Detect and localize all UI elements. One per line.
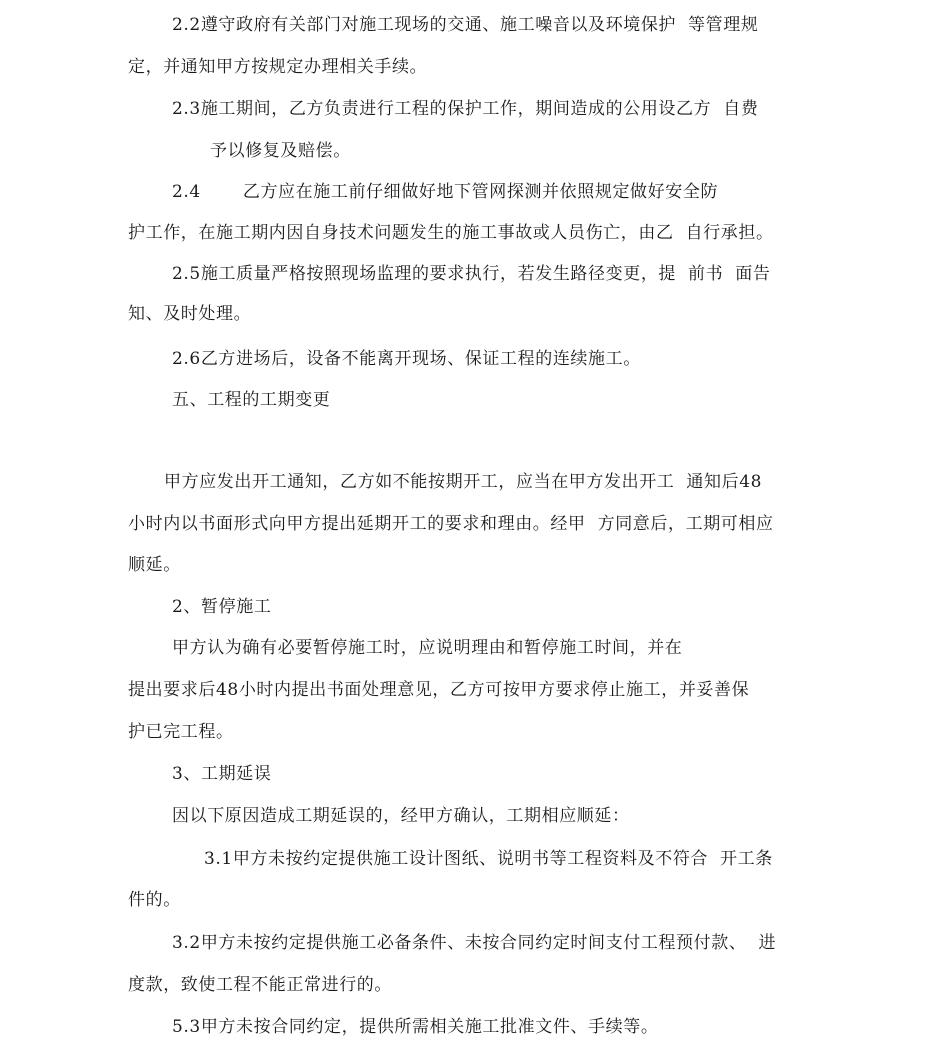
text-line: 甲方认为确有必要暂停施工时，应说明理由和暂停施工时间，并在	[172, 638, 683, 658]
text-line: 定，并通知甲方按规定办理相关手续。	[128, 57, 428, 77]
subsection-heading: 2、暂停施工	[172, 597, 272, 617]
text-line: 知、及时处理。	[128, 304, 252, 324]
text-line: 小时内以书面形式向甲方提出延期开工的要求和理由。经甲 方同意后，工期可相应	[128, 514, 774, 534]
text-line: 度款，致使工程不能正常进行的。	[128, 975, 392, 995]
text-line: 甲方应发出开工通知，乙方如不能按期开工，应当在甲方发出开工 通知后48	[164, 472, 763, 492]
text-line: 提出要求后48小时内提出书面处理意见，乙方可按甲方要求停止施工，并妥善保	[128, 680, 750, 700]
subsection-heading: 3、工期延误	[172, 764, 272, 784]
section-heading: 五、工程的工期变更	[172, 390, 331, 410]
text-line: 3.2甲方未按约定提供施工必备条件、未按合同约定时间支付工程预付款、 进	[172, 933, 777, 953]
text-line: 2.6乙方进场后，设备不能离开现场、保证工程的连续施工。	[172, 349, 641, 369]
text-line: 5.3甲方未按合同约定，提供所需相关施工批准文件、手续等。	[172, 1017, 659, 1037]
text-line: 予以修复及赔偿。	[210, 141, 351, 161]
text-line: 2.3施工期间，乙方负责进行工程的保护工作，期间造成的公用设乙方 自费	[172, 99, 759, 119]
text-line: 顺延。	[128, 555, 181, 575]
text-line: 护已完工程。	[128, 722, 234, 742]
text-line: 因以下原因造成工期延误的，经甲方确认，工期相应顺延：	[172, 806, 630, 826]
text-line: 3.1甲方未按约定提供施工设计图纸、说明书等工程资料及不符合 开工条	[204, 849, 773, 869]
text-line: 护工作，在施工期内因自身技术问题发生的施工事故或人员伤亡，由乙 自行承担。	[128, 223, 774, 243]
text-line: 2.4 乙方应在施工前仔细做好地下管网探测并依照规定做好安全防	[172, 182, 719, 202]
text-line: 件的。	[128, 890, 181, 910]
text-line: 2.5施工质量严格按照现场监理的要求执行，若发生路径变更，提 前书 面告	[172, 264, 771, 284]
text-line: 2.2遵守政府有关部门对施工现场的交通、施工噪音以及环境保护 等管理规	[172, 15, 759, 35]
